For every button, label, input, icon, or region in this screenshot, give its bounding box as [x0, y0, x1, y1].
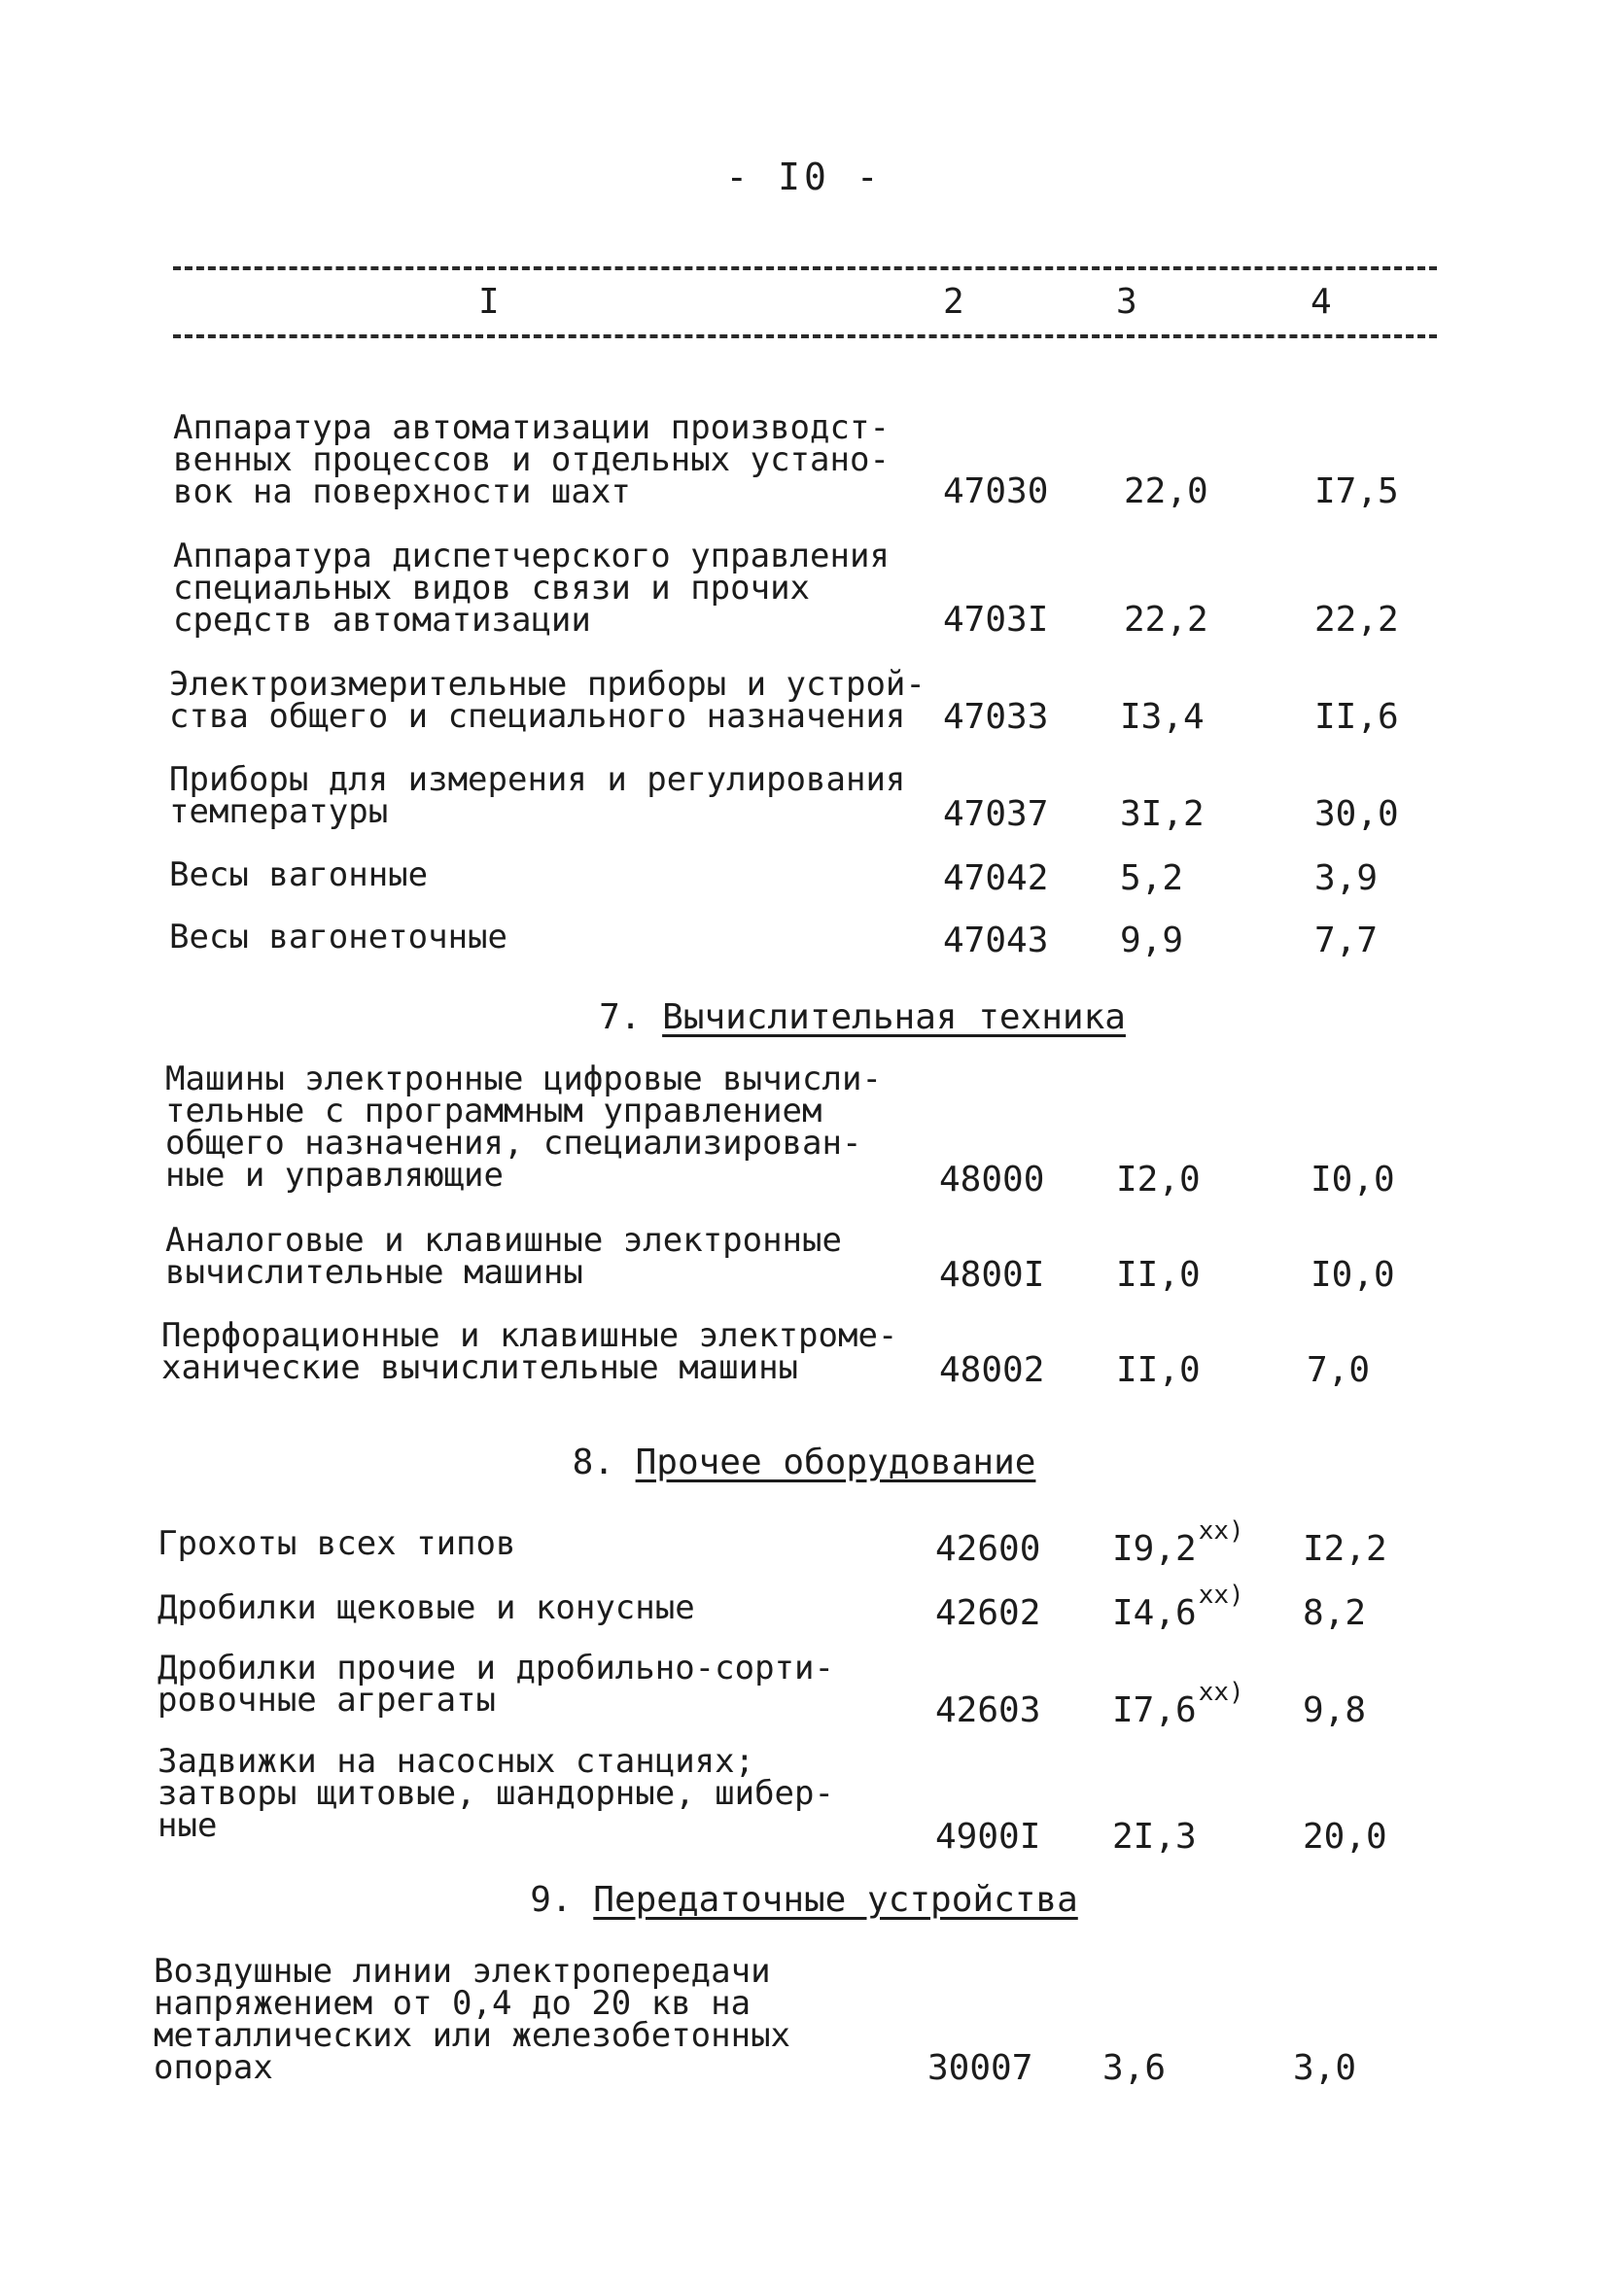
- row-code: 42600: [935, 1529, 1041, 1569]
- row-code: 47033: [943, 697, 1049, 737]
- table-row: [0, 1581, 1608, 1633]
- table-row: [0, 665, 1608, 737]
- table-row: [0, 918, 1608, 960]
- row-code: 4703I: [943, 600, 1049, 640]
- row-value-col3: I3,4: [1120, 697, 1205, 737]
- section-title: Вычислительная техника: [662, 997, 1126, 1037]
- row-value-col3: 22,0: [1124, 471, 1208, 511]
- row-value-col4: I0,0: [1311, 1160, 1395, 1200]
- row-code: 47042: [943, 858, 1049, 898]
- column-header-2: 2: [943, 282, 964, 322]
- row-description: Весы вагонеточные: [169, 918, 507, 957]
- section-heading-7: [0, 997, 1608, 1037]
- row-value-col4: 22,2: [1314, 600, 1399, 640]
- section-number: 7.: [599, 997, 642, 1037]
- row-value-col3: 2I,3: [1112, 1817, 1197, 1857]
- section-title: Прочее оборудование: [635, 1443, 1036, 1482]
- column-header-4: 4: [1311, 282, 1332, 322]
- table-row: [0, 1516, 1608, 1569]
- table-row: [0, 1316, 1608, 1390]
- header-top-rule: [173, 266, 1437, 270]
- row-value-col4: I2,2: [1303, 1529, 1387, 1569]
- row-value-col3: II,0: [1116, 1255, 1201, 1295]
- row-value-col4: 20,0: [1303, 1817, 1387, 1857]
- row-code: 4800I: [939, 1255, 1045, 1295]
- header-bottom-rule: [173, 334, 1437, 338]
- column-header-3: 3: [1116, 282, 1137, 322]
- row-code: 42603: [935, 1690, 1041, 1730]
- footnote-marker: xx): [1198, 1678, 1244, 1707]
- row-description: Аппаратура автоматизации производст- венных процессов и отдельных устано- вок на поверхности шахт: [173, 408, 890, 511]
- row-description: Машины электронные цифровые вычисли- тельные с программным управлением общего назначения, специализирован- ные и управляющие: [165, 1060, 882, 1195]
- table-row: [0, 1060, 1608, 1200]
- row-code: 48002: [939, 1350, 1045, 1390]
- row-description: Приборы для измерения и регулирования температуры: [169, 760, 906, 831]
- section-heading-9: [0, 1880, 1608, 1920]
- value-text: I4,6: [1112, 1593, 1197, 1633]
- row-code: 47030: [943, 471, 1049, 511]
- table-row: [0, 1742, 1608, 1857]
- row-value-col4: 9,8: [1303, 1690, 1367, 1730]
- section-heading-8: [0, 1443, 1608, 1482]
- table-row: [0, 537, 1608, 640]
- row-code: 47037: [943, 794, 1049, 834]
- row-code: 30007: [927, 2048, 1033, 2088]
- row-description: Аналоговые и клавишные электронные вычислительные машины: [165, 1221, 842, 1292]
- row-value-col3: 22,2: [1124, 600, 1208, 640]
- row-description: Перфорационные и клавишные электроме- ханические вычислительные машины: [161, 1316, 898, 1387]
- page-number: - I0 -: [725, 156, 883, 198]
- row-value-col3: 3I,2: [1120, 794, 1205, 834]
- row-description: Задвижки на насосных станциях; затворы щитовые, шандорные, шибер- ные: [157, 1742, 834, 1845]
- row-value-col4: 3,9: [1314, 858, 1379, 898]
- footnote-marker: xx): [1198, 1581, 1244, 1610]
- column-header-1: I: [478, 282, 500, 322]
- row-value-col3: II,0: [1116, 1350, 1201, 1390]
- row-value-col3: 9,9: [1120, 921, 1184, 960]
- row-value-col4: 7,7: [1314, 921, 1379, 960]
- value-text: I9,2: [1112, 1529, 1197, 1569]
- row-description: Дробилки щековые и конусные: [157, 1588, 695, 1627]
- row-description: Дробилки прочие и дробильно-сорти- ровочные агрегаты: [157, 1649, 834, 1720]
- row-code: 47043: [943, 921, 1049, 960]
- table-row: [0, 760, 1608, 834]
- row-value-col3: [1112, 1581, 1244, 1633]
- table-row: [0, 855, 1608, 898]
- row-code: 4900I: [935, 1817, 1041, 1857]
- row-value-col4: 8,2: [1303, 1593, 1367, 1633]
- row-value-col3: 5,2: [1120, 858, 1184, 898]
- row-code: 48000: [939, 1160, 1045, 1200]
- row-value-col4: 3,0: [1293, 2048, 1357, 2088]
- row-value-col4: II,6: [1314, 697, 1399, 737]
- table-row: [0, 1952, 1608, 2088]
- row-description: Воздушные линии электропередачи напряжением от 0,4 до 20 кв на металлических или железобетонных опорах: [154, 1952, 791, 2087]
- value-text: I7,6: [1112, 1690, 1197, 1730]
- section-number: 9.: [530, 1880, 573, 1920]
- row-value-col4: 30,0: [1314, 794, 1399, 834]
- row-value-col3: [1112, 1516, 1244, 1569]
- footnote-marker: xx): [1198, 1516, 1244, 1546]
- row-code: 42602: [935, 1593, 1041, 1633]
- row-value-col4: 7,0: [1307, 1350, 1371, 1390]
- table-row: [0, 1649, 1608, 1730]
- row-value-col3: [1112, 1678, 1244, 1730]
- row-description: Грохоты всех типов: [157, 1524, 516, 1563]
- row-value-col3: 3,6: [1102, 2048, 1167, 2088]
- row-description: Аппаратура диспетчерского управления специальных видов связи и прочих средств автоматизации: [173, 537, 890, 640]
- table-row: [0, 1221, 1608, 1295]
- row-value-col3: I2,0: [1116, 1160, 1201, 1200]
- row-description: Весы вагонные: [169, 855, 429, 894]
- row-value-col4: I7,5: [1314, 471, 1399, 511]
- row-value-col4: I0,0: [1311, 1255, 1395, 1295]
- section-title: Передаточные устройства: [593, 1880, 1078, 1920]
- row-description: Электроизмерительные приборы и устрой- ства общего и специального назначения: [169, 665, 926, 736]
- section-number: 8.: [572, 1443, 614, 1482]
- table-row: [0, 408, 1608, 511]
